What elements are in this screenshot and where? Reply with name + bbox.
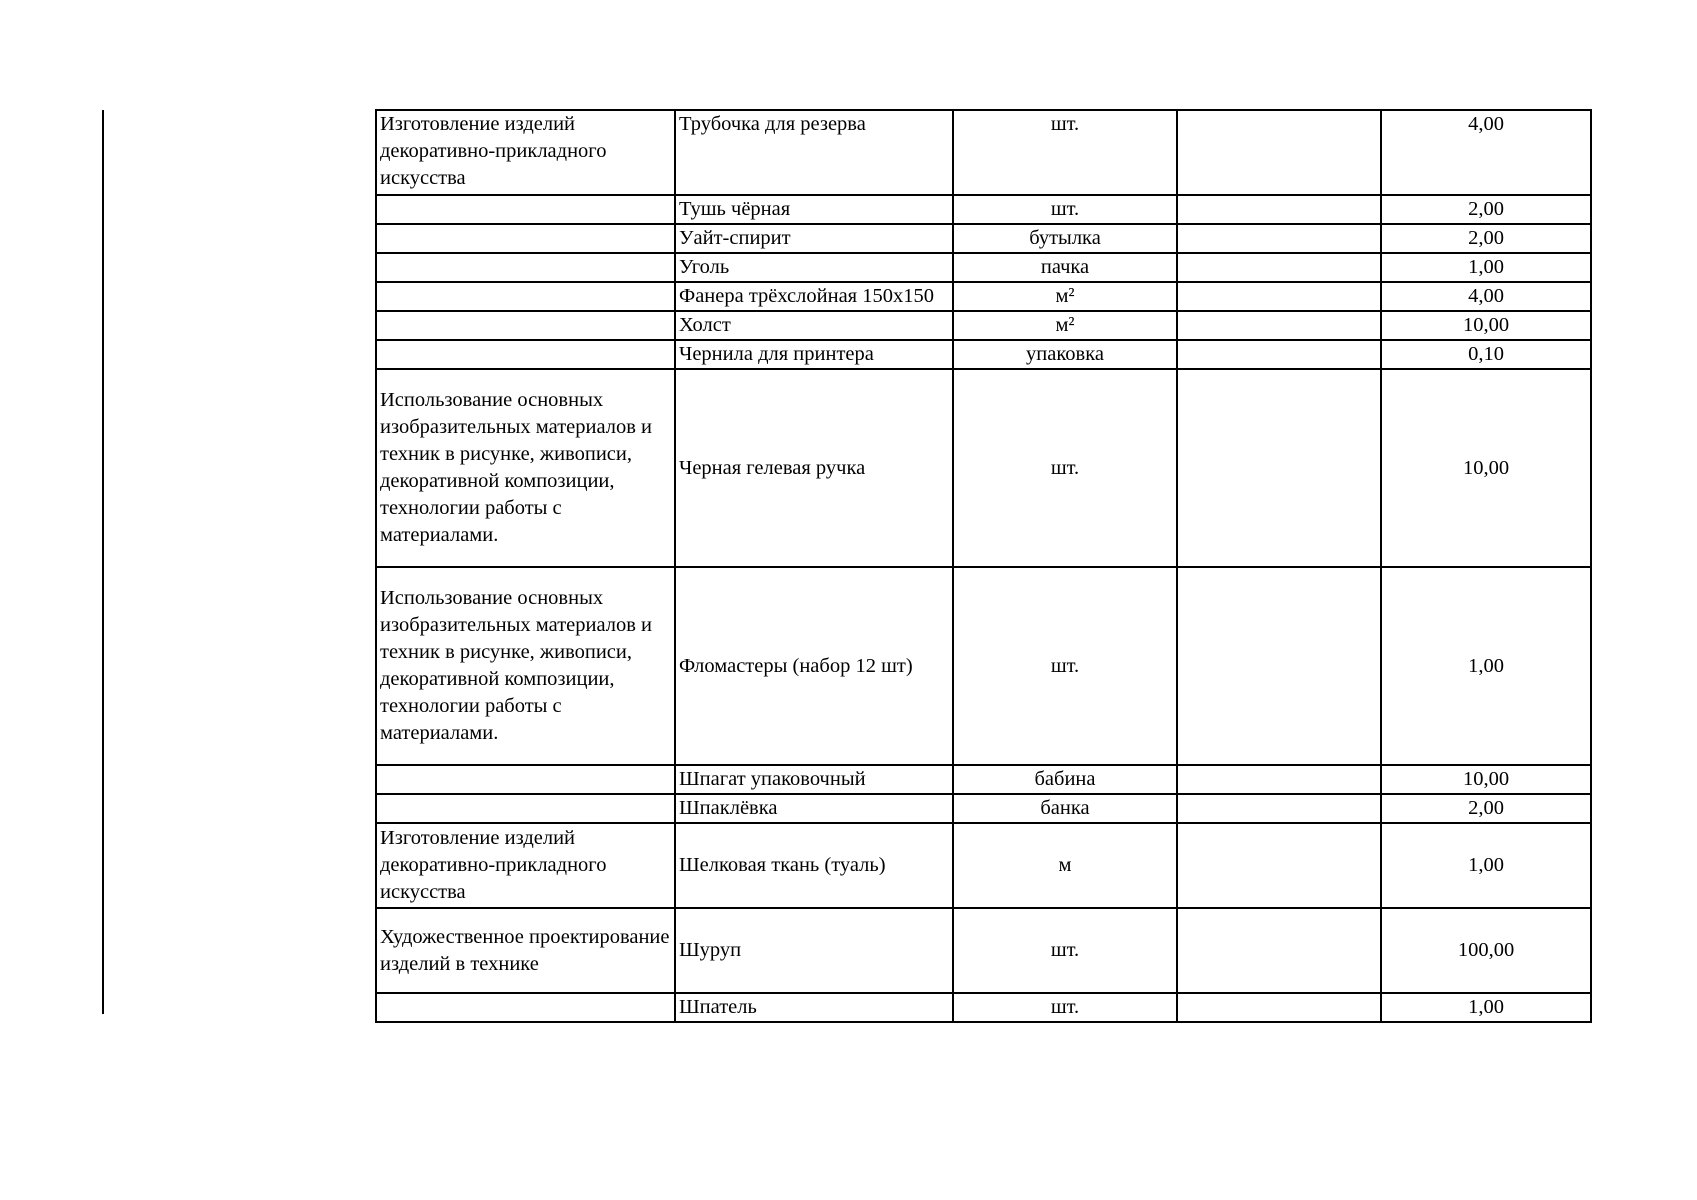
empty-cell xyxy=(1177,765,1381,794)
unit-cell: м xyxy=(953,823,1177,908)
quantity-cell: 2,00 xyxy=(1381,224,1591,253)
quantity-cell: 100,00 xyxy=(1381,908,1591,993)
unit-cell: упаковка xyxy=(953,340,1177,369)
item-name-cell: Холст xyxy=(675,311,953,340)
activity-cell: Использование основных изобразительных материалов и техник в рисунке, живописи, декоративной композиции, технологии работы с материалами. xyxy=(376,567,675,765)
table-row xyxy=(376,195,1591,224)
item-name-cell: Фломастеры (набор 12 шт) xyxy=(675,567,953,765)
table-row xyxy=(376,369,1591,567)
activity-cell xyxy=(376,282,675,311)
unit-cell: шт. xyxy=(953,908,1177,993)
quantity-cell: 1,00 xyxy=(1381,253,1591,282)
unit-cell: пачка xyxy=(953,253,1177,282)
empty-cell xyxy=(1177,253,1381,282)
item-name-cell: Шпаклёвка xyxy=(675,794,953,823)
item-name-cell: Черная гелевая ручка xyxy=(675,369,953,567)
table-row xyxy=(376,993,1591,1022)
activity-cell xyxy=(376,195,675,224)
quantity-cell: 1,00 xyxy=(1381,823,1591,908)
unit-cell: банка xyxy=(953,794,1177,823)
item-name-cell: Трубочка для резерва xyxy=(675,110,953,195)
unit-cell: бабина xyxy=(953,765,1177,794)
empty-cell xyxy=(1177,369,1381,567)
empty-cell xyxy=(1177,282,1381,311)
activity-cell xyxy=(376,224,675,253)
item-name-cell: Тушь чёрная xyxy=(675,195,953,224)
quantity-cell: 4,00 xyxy=(1381,110,1591,195)
empty-cell xyxy=(1177,823,1381,908)
quantity-cell: 2,00 xyxy=(1381,195,1591,224)
quantity-cell: 1,00 xyxy=(1381,993,1591,1022)
table-row xyxy=(376,765,1591,794)
activity-cell xyxy=(376,794,675,823)
quantity-cell: 2,00 xyxy=(1381,794,1591,823)
table-row xyxy=(376,110,1591,195)
item-name-cell: Шуруп xyxy=(675,908,953,993)
empty-cell xyxy=(1177,567,1381,765)
quantity-cell: 4,00 xyxy=(1381,282,1591,311)
unit-cell: шт. xyxy=(953,993,1177,1022)
item-name-cell: Чернила для принтера xyxy=(675,340,953,369)
empty-cell xyxy=(1177,908,1381,993)
table-row xyxy=(376,224,1591,253)
item-name-cell: Уголь xyxy=(675,253,953,282)
empty-cell xyxy=(1177,110,1381,195)
activity-cell xyxy=(376,311,675,340)
page-margin-rule xyxy=(102,110,104,1014)
empty-cell xyxy=(1177,340,1381,369)
empty-cell xyxy=(1177,993,1381,1022)
item-name-cell: Шпатель xyxy=(675,993,953,1022)
activity-cell xyxy=(376,993,675,1022)
quantity-cell: 10,00 xyxy=(1381,369,1591,567)
table-row xyxy=(376,253,1591,282)
empty-cell xyxy=(1177,195,1381,224)
empty-cell xyxy=(1177,224,1381,253)
unit-cell: шт. xyxy=(953,195,1177,224)
unit-cell: бутылка xyxy=(953,224,1177,253)
quantity-cell: 1,00 xyxy=(1381,567,1591,765)
table-row xyxy=(376,567,1591,765)
quantity-cell: 0,10 xyxy=(1381,340,1591,369)
activity-cell xyxy=(376,765,675,794)
item-name-cell: Шпагат упаковочный xyxy=(675,765,953,794)
table-row xyxy=(376,794,1591,823)
unit-cell: м² xyxy=(953,311,1177,340)
activity-cell: Использование основных изобразительных материалов и техник в рисунке, живописи, декоративной композиции, технологии работы с материалами. xyxy=(376,369,675,567)
activity-cell: Изготовление изделий декоративно-прикладного искусства xyxy=(376,823,675,908)
quantity-cell: 10,00 xyxy=(1381,765,1591,794)
activity-cell xyxy=(376,340,675,369)
item-name-cell: Уайт-спирит xyxy=(675,224,953,253)
empty-cell xyxy=(1177,794,1381,823)
activity-cell xyxy=(376,253,675,282)
table-row xyxy=(376,340,1591,369)
unit-cell: шт. xyxy=(953,110,1177,195)
empty-cell xyxy=(1177,311,1381,340)
table-row xyxy=(376,311,1591,340)
unit-cell: шт. xyxy=(953,369,1177,567)
unit-cell: шт. xyxy=(953,567,1177,765)
table-row xyxy=(376,823,1591,908)
activity-cell: Художественное проектирование изделий в технике xyxy=(376,908,675,993)
materials-table xyxy=(375,109,1592,1023)
table-row xyxy=(376,908,1591,993)
item-name-cell: Шелковая ткань (туаль) xyxy=(675,823,953,908)
activity-cell: Изготовление изделий декоративно-прикладного искусства xyxy=(376,110,675,195)
unit-cell: м² xyxy=(953,282,1177,311)
item-name-cell: Фанера трёхслойная 150х150 xyxy=(675,282,953,311)
quantity-cell: 10,00 xyxy=(1381,311,1591,340)
table-row xyxy=(376,282,1591,311)
